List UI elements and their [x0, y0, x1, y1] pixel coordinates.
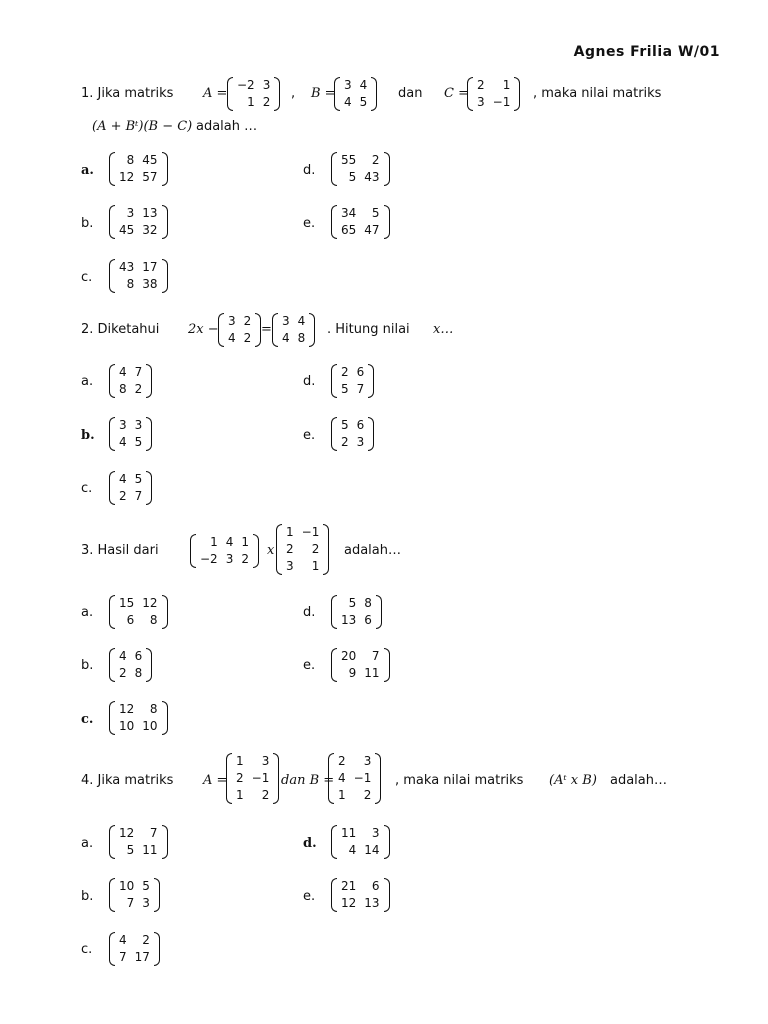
matrix-cell: 43 [119, 260, 135, 274]
matrix-cell: 1 [247, 95, 255, 109]
q3-matrix-1 [190, 534, 259, 568]
matrix-cell: 5 [341, 382, 349, 396]
right-paren-icon [274, 77, 280, 111]
matrix-cell: 9 [348, 666, 357, 680]
q1-c-label: C = [444, 86, 469, 101]
q2-matrix-2 [272, 313, 315, 347]
right-paren-icon [368, 364, 374, 398]
matrix-cell: −1 [301, 525, 320, 539]
right-paren-icon [162, 152, 168, 186]
matrix-cell: 3 [261, 754, 270, 768]
matrix-cell: 1 [338, 788, 346, 802]
right-paren-icon [273, 753, 279, 804]
matrix-cell: 10 [119, 719, 135, 733]
matrix-cell: 2 [236, 771, 244, 785]
matrix-cell: 2 [477, 78, 485, 92]
matrix-cell: 4 [297, 314, 306, 328]
matrix-cell: 8 [149, 702, 158, 716]
matrix-cell: 2 [262, 95, 271, 109]
q1-option-b-matrix[interactable] [109, 205, 168, 239]
matrix-cell: 3 [282, 314, 290, 328]
matrix-cell: 6 [356, 365, 365, 379]
matrix-cell: 1 [241, 535, 249, 549]
right-paren-icon [384, 878, 390, 912]
matrix-cell: 3 [356, 435, 365, 449]
matrix-cell: 5 [142, 879, 150, 893]
matrix-cell: 12 [119, 826, 135, 840]
right-paren-icon [371, 77, 377, 111]
q3-matrix-2 [276, 524, 329, 575]
matrix-cell: 38 [142, 277, 158, 291]
matrix-cell: 32 [142, 223, 158, 237]
matrix-cell: 2 [243, 331, 252, 345]
matrix-cell: 10 [142, 719, 158, 733]
matrix-cell: 4 [119, 649, 127, 663]
matrix-cell: −1 [353, 771, 372, 785]
q4-option-e-matrix[interactable] [331, 878, 390, 912]
matrix-cell: 3 [225, 552, 234, 566]
matrix-cell: 2 [341, 365, 349, 379]
matrix-cell: 17 [134, 950, 150, 964]
matrix-cell: 8 [134, 666, 143, 680]
matrix-cell: 11 [341, 826, 357, 840]
q3-option-b-matrix[interactable] [109, 648, 152, 682]
matrix-cell: 5 [134, 472, 143, 486]
q2-prefix: 2. Diketahui [81, 322, 160, 337]
right-paren-icon [162, 259, 168, 293]
matrix-cell: 5 [341, 418, 349, 432]
q1-comma: , [291, 86, 296, 101]
q3-times: x [267, 543, 275, 558]
q1-option-b-letter[interactable]: b. [81, 216, 94, 231]
right-paren-icon [368, 417, 374, 451]
matrix-cell: 6 [364, 613, 372, 627]
matrix-cell: 2 [311, 542, 320, 556]
matrix-cell: 1 [286, 525, 294, 539]
q1-option-a-letter[interactable]: a. [81, 163, 94, 178]
q4-option-a-matrix[interactable] [109, 825, 168, 859]
matrix-cell: 4 [225, 535, 234, 549]
matrix-cell: 4 [338, 771, 346, 785]
matrix-cell: 3 [477, 95, 485, 109]
q2-suffix: . Hitung nilai [327, 322, 410, 337]
q1-tail: adalah … [196, 119, 258, 134]
matrix-cell: 2 [134, 382, 143, 396]
matrix-cell: 7 [134, 365, 143, 379]
q4-suffix: , maka nilai matriks [395, 773, 524, 788]
matrix-cell: 11 [142, 843, 158, 857]
matrix-cell: −1 [251, 771, 270, 785]
matrix-cell: 2 [371, 153, 380, 167]
q2-option-d-matrix[interactable] [331, 364, 374, 398]
matrix-cell: 4 [282, 331, 290, 345]
q3-option-e-matrix[interactable] [331, 648, 390, 682]
q2-option-a-letter[interactable]: a. [81, 374, 94, 389]
matrix-cell: −2 [200, 552, 218, 566]
matrix-cell: −2 [237, 78, 255, 92]
q1-option-e-letter[interactable]: e. [303, 216, 316, 231]
q2-option-e-matrix[interactable] [331, 417, 374, 451]
matrix-cell: 6 [371, 879, 380, 893]
q4-option-d-letter[interactable]: d. [303, 836, 317, 851]
matrix-cell: 10 [119, 879, 135, 893]
matrix-cell: 8 [149, 613, 158, 627]
matrix-cell: 8 [364, 596, 372, 610]
q1-option-d-matrix[interactable] [331, 152, 390, 186]
matrix-cell: 6 [134, 649, 143, 663]
matrix-cell: 43 [364, 170, 380, 184]
matrix-cell: 7 [356, 382, 365, 396]
matrix-cell: 6 [126, 613, 135, 627]
right-paren-icon [162, 701, 168, 735]
matrix-cell: 7 [371, 649, 380, 663]
right-paren-icon [162, 825, 168, 859]
right-paren-icon [154, 932, 160, 966]
q4-prefix: 4. Jika matriks [81, 773, 174, 788]
matrix-cell: 3 [134, 418, 143, 432]
q1-matrix-c [467, 77, 520, 111]
matrix-cell: 1 [311, 559, 320, 573]
q2-variable: x… [433, 322, 454, 337]
matrix-cell: 3 [142, 896, 150, 910]
q1-option-a-matrix[interactable] [109, 152, 168, 186]
right-paren-icon [154, 878, 160, 912]
matrix-cell: 12 [119, 170, 135, 184]
matrix-cell: 5 [348, 170, 357, 184]
q1-matrix-b [334, 77, 377, 111]
matrix-cell: 57 [142, 170, 158, 184]
q4-a-label: A = [203, 773, 228, 788]
matrix-cell: 21 [341, 879, 357, 893]
right-paren-icon [146, 417, 152, 451]
q2-option-a-matrix[interactable] [109, 364, 152, 398]
matrix-cell: 14 [364, 843, 380, 857]
matrix-cell: 4 [119, 365, 127, 379]
q2-option-d-letter[interactable]: d. [303, 374, 316, 389]
q1-suffix: , maka nilai matriks [533, 86, 662, 101]
q2-lhs: 2x − [188, 322, 219, 337]
matrix-cell: 7 [149, 826, 158, 840]
matrix-cell: 1 [502, 78, 511, 92]
q4-matrix-a [226, 753, 279, 804]
matrix-cell: 4 [228, 331, 236, 345]
matrix-cell: 47 [364, 223, 380, 237]
matrix-cell: 3 [344, 78, 352, 92]
matrix-cell: 5 [371, 206, 380, 220]
right-paren-icon [375, 753, 381, 804]
right-paren-icon [384, 648, 390, 682]
matrix-cell: 2 [119, 666, 127, 680]
q4-option-d-matrix[interactable] [331, 825, 390, 859]
q3-option-c-matrix[interactable] [109, 701, 168, 735]
matrix-cell: 2 [261, 788, 270, 802]
matrix-cell: −1 [492, 95, 511, 109]
matrix-cell: 4 [344, 95, 352, 109]
author-header: Agnes Frilia W/01 [573, 44, 720, 60]
matrix-cell: 4 [119, 472, 127, 486]
matrix-cell: 7 [134, 489, 143, 503]
matrix-cell: 34 [341, 206, 357, 220]
right-paren-icon [323, 524, 329, 575]
q4-option-c-letter[interactable]: c. [81, 942, 93, 957]
matrix-cell: 2 [286, 542, 294, 556]
q4-option-c-matrix[interactable] [109, 932, 160, 966]
matrix-cell: 2 [363, 788, 372, 802]
matrix-cell: 45 [119, 223, 135, 237]
matrix-cell: 6 [356, 418, 365, 432]
matrix-cell: 13 [364, 896, 380, 910]
q1-option-e-matrix[interactable] [331, 205, 390, 239]
q4-option-e-letter[interactable]: e. [303, 889, 316, 904]
q3-option-d-matrix[interactable] [331, 595, 382, 629]
q1-option-d-letter[interactable]: d. [303, 163, 316, 178]
matrix-cell: 45 [142, 153, 158, 167]
q3-option-e-letter[interactable]: e. [303, 658, 316, 673]
matrix-cell: 8 [126, 277, 135, 291]
matrix-cell: 2 [241, 552, 249, 566]
q4-option-b-matrix[interactable] [109, 878, 160, 912]
q1-option-c-matrix[interactable] [109, 259, 168, 293]
matrix-cell: 8 [126, 153, 135, 167]
q1-prefix: 1. Jika matriks [81, 86, 174, 101]
matrix-cell: 4 [119, 435, 127, 449]
matrix-cell: 17 [142, 260, 158, 274]
matrix-cell: 2 [341, 435, 349, 449]
q1-b-label: B = [311, 86, 336, 101]
q3-option-b-letter[interactable]: b. [81, 658, 94, 673]
matrix-cell: 5 [348, 596, 357, 610]
matrix-cell: 3 [371, 826, 380, 840]
q1-a-label: A = [203, 86, 228, 101]
matrix-cell: 3 [228, 314, 236, 328]
q3-suffix: adalah… [344, 543, 402, 558]
matrix-cell: 55 [341, 153, 357, 167]
matrix-cell: 4 [119, 933, 127, 947]
right-paren-icon [384, 825, 390, 859]
matrix-cell: 1 [210, 535, 218, 549]
matrix-cell: 1 [236, 788, 244, 802]
matrix-cell: 3 [363, 754, 372, 768]
matrix-cell: 3 [126, 206, 135, 220]
matrix-cell: 13 [142, 206, 158, 220]
matrix-cell: 3 [119, 418, 127, 432]
q4-expression: (Aᵗ x B) [549, 773, 597, 788]
matrix-cell: 15 [119, 596, 135, 610]
q1-option-c-letter[interactable]: c. [81, 270, 93, 285]
q1-expression: (A + Bᵗ)(B − C) [92, 119, 193, 134]
matrix-cell: 5 [359, 95, 368, 109]
matrix-cell: 2 [142, 933, 150, 947]
matrix-cell: 3 [262, 78, 271, 92]
q2-matrix-1 [218, 313, 261, 347]
q3-prefix: 3. Hasil dari [81, 543, 159, 558]
right-paren-icon [162, 205, 168, 239]
q2-option-b-letter[interactable]: b. [81, 428, 95, 443]
matrix-cell: 3 [286, 559, 294, 573]
q4-option-a-letter[interactable]: a. [81, 836, 94, 851]
matrix-cell: 7 [119, 950, 127, 964]
matrix-cell: 11 [364, 666, 380, 680]
q3-option-a-letter[interactable]: a. [81, 605, 94, 620]
right-paren-icon [384, 152, 390, 186]
matrix-cell: 7 [126, 896, 135, 910]
q2-option-c-letter[interactable]: c. [81, 481, 93, 496]
matrix-cell: 2 [338, 754, 346, 768]
q2-option-c-matrix[interactable] [109, 471, 152, 505]
q2-option-e-letter[interactable]: e. [303, 428, 316, 443]
matrix-cell: 2 [243, 314, 252, 328]
q3-option-d-letter[interactable]: d. [303, 605, 316, 620]
matrix-cell: 20 [341, 649, 357, 663]
matrix-cell: 4 [359, 78, 368, 92]
matrix-cell: 8 [119, 382, 127, 396]
matrix-cell: 8 [297, 331, 306, 345]
matrix-cell: 12 [142, 596, 158, 610]
matrix-cell: 2 [119, 489, 127, 503]
right-paren-icon [376, 595, 382, 629]
matrix-cell: 4 [348, 843, 357, 857]
q3-option-a-matrix[interactable] [109, 595, 168, 629]
q1-dan: dan [398, 86, 423, 101]
right-paren-icon [514, 77, 520, 111]
matrix-cell: 13 [341, 613, 357, 627]
right-paren-icon [146, 364, 152, 398]
right-paren-icon [309, 313, 315, 347]
matrix-cell: 5 [134, 435, 143, 449]
q4-option-b-letter[interactable]: b. [81, 889, 94, 904]
matrix-cell: 65 [341, 223, 357, 237]
q2-equals: = [261, 322, 272, 337]
right-paren-icon [253, 534, 259, 568]
q3-option-c-letter[interactable]: c. [81, 712, 94, 727]
q4-tail: adalah… [610, 773, 668, 788]
q1-matrix-a [227, 77, 280, 111]
matrix-cell: 12 [119, 702, 135, 716]
right-paren-icon [384, 205, 390, 239]
right-paren-icon [162, 595, 168, 629]
matrix-cell: 5 [126, 843, 135, 857]
matrix-cell: 1 [236, 754, 244, 768]
q2-option-b-matrix[interactable] [109, 417, 152, 451]
right-paren-icon [146, 648, 152, 682]
q4-dan: dan B = [281, 773, 335, 788]
matrix-cell: 12 [341, 896, 357, 910]
right-paren-icon [146, 471, 152, 505]
q4-matrix-b [328, 753, 381, 804]
